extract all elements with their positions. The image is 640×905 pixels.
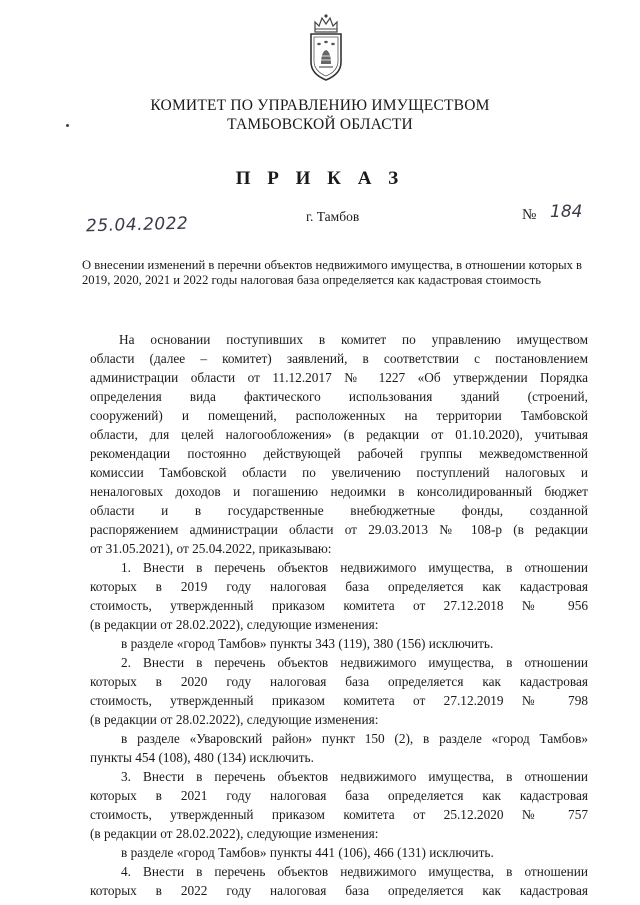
order-subject: О внесении изменений в перечни объектов недвижимого имущества, в отношении которых в 2019, 2020, 2021 и 2022 годы налоговая база определяется как кадастровая стоимость <box>82 258 582 287</box>
body-line: в разделе «город Тамбов» пункты 441 (106), 466 (131) исключить. <box>121 845 494 860</box>
body-line: рекомендации постоянно действующей рабочей группы межведомственной <box>90 446 588 461</box>
body-line: (в редакции от 28.02.2022), следующие изменения: <box>90 712 379 727</box>
handwritten-order-number: 184 <box>550 202 583 222</box>
org-name-line2: ТАМБОВСКОЙ ОБЛАСТИ <box>227 116 413 133</box>
body-line: в разделе «Уваровский район» пункт 150 (2), в разделе «город Тамбов» <box>121 731 588 746</box>
body-line: (в редакции от 28.02.2022), следующие изменения: <box>90 617 379 632</box>
coat-of-arms-emblem <box>306 12 346 84</box>
body-line: 3. Внести в перечень объектов недвижимого имущества, в отношении <box>121 769 588 784</box>
body-line: комиссии Тамбовской области по увеличению поступлений налоговых и <box>90 465 588 480</box>
body-line: пункты 454 (108), 480 (134) исключить. <box>90 750 314 765</box>
body-line: области и в государственные внебюджетные фонды, созданной <box>90 503 588 518</box>
body-line: в разделе «город Тамбов» пункты 343 (119), 380 (156) исключить. <box>121 636 494 651</box>
body-line: стоимость, утвержденный приказом комитета от 27.12.2018 № 956 <box>90 598 588 613</box>
body-line: 1. Внести в перечень объектов недвижимого имущества, в отношении <box>121 560 588 575</box>
city-label: г. Тамбов <box>306 209 360 224</box>
number-label: № <box>522 207 537 223</box>
body-line: стоимость, утвержденный приказом комитета от 25.12.2020 № 757 <box>90 807 588 822</box>
body-line: распоряжением администрации области от 29.03.2013 № 108-р (в редакции <box>90 522 588 537</box>
body-line: неналоговых доходов и погашению недоимки в консолидированный бюджет <box>90 484 588 499</box>
body-line: области, для целей налогообложения» (в редакции от 01.10.2020), учитывая <box>90 427 588 442</box>
body-line: сооружений) и помещений, расположенных на территории Тамбовской <box>90 408 588 423</box>
body-line: области (далее – комитет) заявлений, в соответствии с постановлением <box>90 351 588 366</box>
body-line: которых в 2022 году налоговая база определяется как кадастровая <box>90 883 588 898</box>
body-line: стоимость, утвержденный приказом комитета от 27.12.2019 № 798 <box>90 693 588 708</box>
body-line: которых в 2019 году налоговая база определяется как кадастровая <box>90 579 588 594</box>
scan-speck <box>66 124 69 127</box>
body-line: от 31.05.2021), от 25.04.2022, приказываю: <box>90 541 332 556</box>
body-line: 4. Внести в перечень объектов недвижимого имущества, в отношении <box>121 864 588 879</box>
body-line: определения вида фактического использования зданий (строений, <box>90 389 588 404</box>
body-line: (в редакции от 28.02.2022), следующие изменения: <box>90 826 379 841</box>
body-line: На основании поступивших в комитет по управлению имуществом <box>119 332 588 347</box>
org-name-line1: КОМИТЕТ ПО УПРАВЛЕНИЮ ИМУЩЕСТВОМ <box>150 97 490 114</box>
handwritten-date: 25.04.2022 <box>85 213 189 237</box>
body-line: администрации области от 11.12.2017 № 1227 «Об утверждении Порядка <box>90 370 588 385</box>
body-line: которых в 2021 году налоговая база определяется как кадастровая <box>90 788 588 803</box>
body-line: которых в 2020 году налоговая база определяется как кадастровая <box>90 674 588 689</box>
body-line: 2. Внести в перечень объектов недвижимого имущества, в отношении <box>121 655 588 670</box>
document-title: П Р И К А З <box>235 168 405 189</box>
